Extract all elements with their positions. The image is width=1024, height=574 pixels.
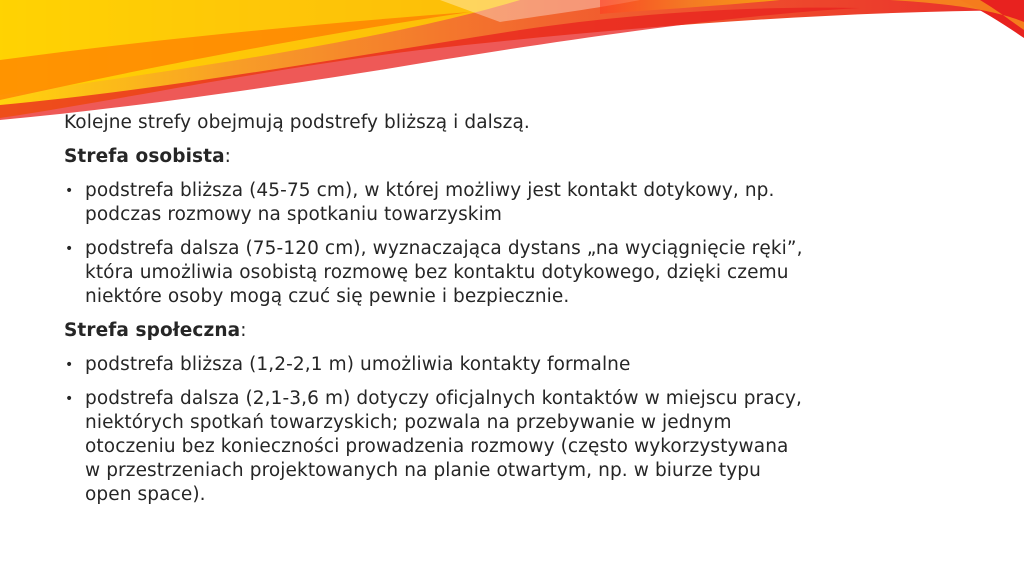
text-line: w przestrzeniach projektowanych na planie otwartym, np. w biurze typu [85,460,761,481]
text-line: open space). [85,484,206,505]
text-line: niektórych spotkań towarzyskich; pozwala na przebywanie w jednym [85,412,732,433]
section-heading-personal [64,145,964,169]
section-heading-social [64,319,964,343]
list-item-text [85,237,964,309]
list-item [64,387,964,507]
list-item [64,237,964,309]
slide-body [64,111,964,517]
list-item-text [85,387,964,507]
section-heading-social-label: Strefa społeczna [64,320,241,341]
text-line: podstrefa bliższa (45-75 cm), w której możliwy jest kontakt dotykowy, np. [85,180,775,201]
list-item-text [85,179,964,227]
text-line: podstrefa bliższa (1,2-2,1 m) umożliwia kontakty formalne [85,354,631,375]
intro-text: Kolejne strefy obejmują podstrefy bliższą i dalszą. [64,112,530,133]
text-line: niektóre osoby mogą czuć się pewnie i bezpiecznie. [85,286,570,307]
bullet-icon: • [65,357,74,373]
text-line: podstrefa dalsza (2,1-3,6 m) dotyczy oficjalnych kontaktów w miejscu pracy, [85,388,802,409]
list-item [64,353,964,377]
list-item-text [85,353,964,377]
section-heading-colon: : [224,146,232,167]
list-item [64,179,964,227]
text-line: podstrefa dalsza (75-120 cm), wyznaczająca dystans „na wyciągnięcie ręki”, [85,238,803,259]
section-heading-colon: : [240,320,247,341]
section-heading-personal-label: Strefa osobista [64,146,225,167]
bullet-icon: • [65,391,74,407]
text-line: która umożliwia osobistą rozmowę bez kontaktu dotykowego, dzięki czemu [85,262,789,283]
bullet-icon: • [65,183,74,199]
bullet-icon: • [65,241,74,257]
text-line: otoczeniu bez konieczności prowadzenia rozmowy (często wykorzystywana [85,436,789,457]
text-line: podczas rozmowy na spotkaniu towarzyskim [85,204,502,225]
